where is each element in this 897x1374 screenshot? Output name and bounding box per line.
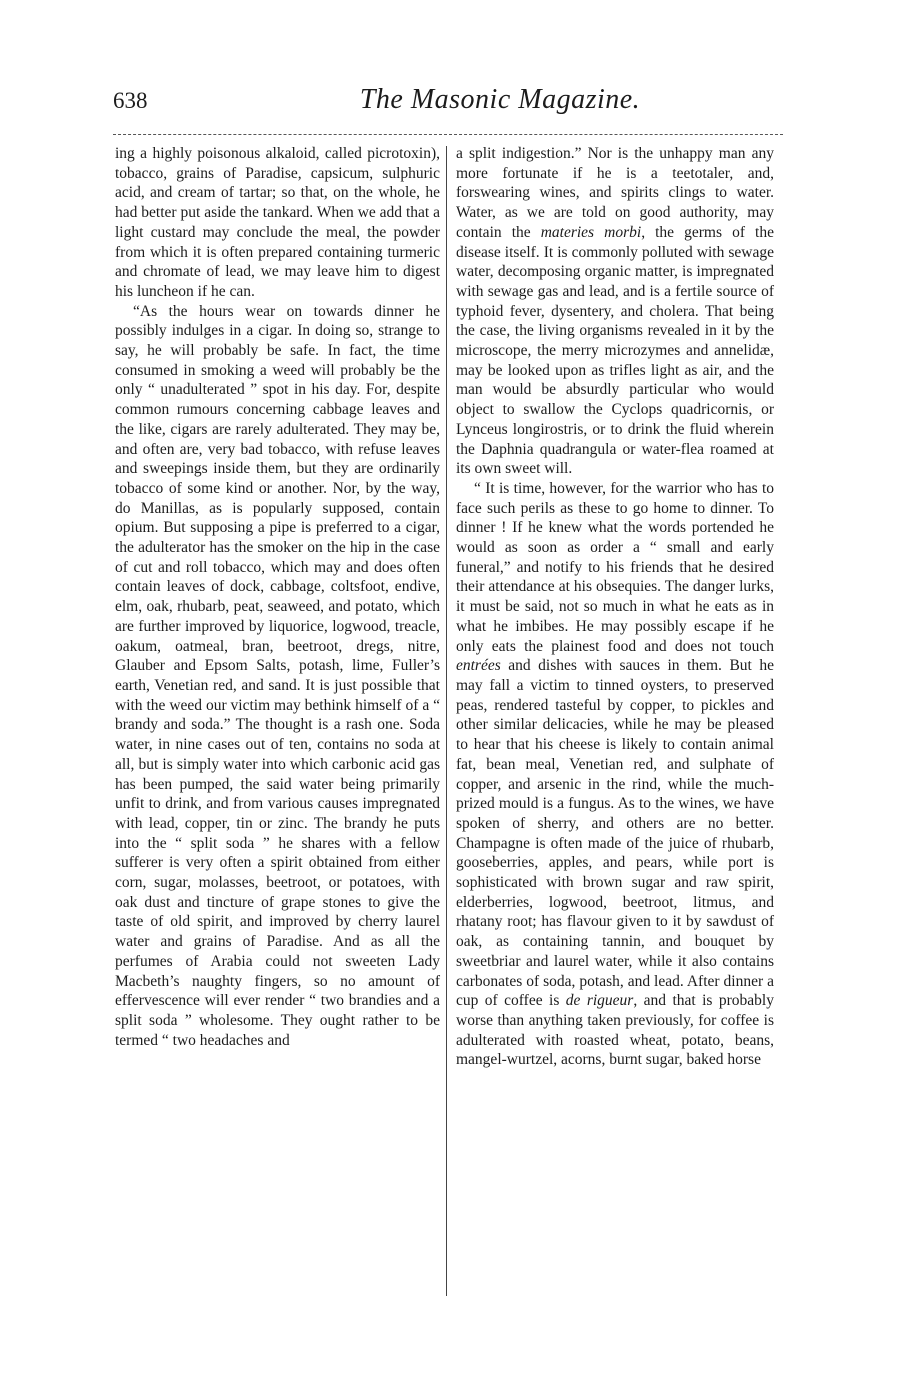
paragraph [115,302,440,1051]
italic-phrase: entrées [456,657,501,675]
page-number: 638 [113,88,148,113]
header-rule [113,134,783,135]
paragraph [115,144,440,302]
left-column [115,144,440,1050]
paragraph [456,144,774,479]
text-run: , and that is probably worse than anything taken previously, for coffee is adulterated with roasted wheat, potato, beans, mangel-wurtzel, acorns, burnt sugar, baked horse [456,992,774,1069]
text-run: a split indigestion.” Nor is the unhappy man any more fortunate if he is a teetotaler, and, forswearing wines, and spirits clings to water. Water, as we are told on good authority, may contain the [456,145,774,241]
italic-phrase: de rigueur [565,992,634,1010]
text-run: and dishes with sauces in them. But he may fall a victim to tinned oysters, to preserved peas, rendered tasteful by copper, to pickles and other similar delicacies, while he may be pleased to hear that his cheese is likely to contain animal fat, bean meal, Venetian red, and sulphate of copper, and arsenic in the rind, while the much-prized mould is a fungus. As to the wines, we have spoken of sherry, and others are no better. Champagne is often made of the juice of rhubarb, gooseberries, apples, and pears, while port is sophisticated with brown sugar and raw spirit, elderberries, logwood, beetroot, litmus, and rhatany root; has flavour given to it by sawdust of oak, as containing tannin, and bouquet by sweetbriar and laurel water, while it also contains carbonates of soda, potash, and lead. After dinner a cup of coffee is [456,657,774,1010]
text-run: ing a highly poisonous alkaloid, called picrotoxin), tobacco, grains of Paradise, capsicum, sulphuric acid, and cream of tartar; so that, on the whole, he had better put aside the tankard. When we add that a light custard may conclude the meal, the powder from which it is often prepared containing turmeric and chromate of lead, we may leave him to digest his luncheon if he can. [115,145,440,300]
text-run: “As the hours wear on towards dinner he possibly indulges in a cigar. In doing so, strange to say, he will probably be safe. In fact, the time consumed in smoking a weed will probably be the only “ unadulterated ” spot in his day. For, despite common rumours concerning cabbage leaves and the like, cigars are rarely adulterated. They may be, and often are, very bad tobacco, with refuse leaves and sweepings inside them, but they are ordinarily tobacco of some kind or another. Nor, by the way, do Manillas, as is popularly supposed, contain opium. But supposing a pipe is preferred to a cigar, the adulterator has the smoker on the hip in the case of cut and roll tobacco, which may and does often contain leaves of dock, cabbage, coltsfoot, endive, elm, oak, rhubarb, peat, seaweed, and potato, which are further improved by liquorice, logwood, treacle, oakum, oatmeal, bran, beetroot, dregs, nitre, Glauber and Epsom Salts, potash, lime, Fuller’s earth, Venetian red, and sand. It is just possible that with the weed our victim may bethink himself of a “ brandy and soda.” The thought is a rash one. Soda water, in nine cases out of ten, contains no soda at all, but is simply water into which carbonic acid gas has been pumped, the said water being primarily unfit to drink, and from various causes impregnated with lead, copper, tin or zinc. The brandy he puts into the “ split soda ” he shares with a fellow sufferer is very often a spirit obtained from either corn, sugar, molasses, beetroot, or potatoes, with oak dust and tincture of grape stones to give the taste of old spirit, and improved by cherry laurel water and grains of Paradise. And as all the perfumes of Arabia could not sweeten Lady Macbeth’s naughty fingers, so no amount of effervescence will ever render “ two brandies and a split soda ” wholesome. They ought rather to be termed “ two headaches and [115,302,440,1049]
text-run: “ It is time, however, for the warrior who has to face such perils as these to go home to dinner. To dinner ! If he knew what the words portended he would as soon as order a “ small and early funeral,” and notify to his friends that he desired their attendance at his obsequies. The danger lurks, it must be said, not so much in what he eats as in what he imbibes. He may possibly escape if he only eats the plainest food and does not touch [456,479,774,655]
paragraph [456,479,774,1070]
right-column [456,144,774,1070]
text-run: , the germs of the disease itself. It is commonly polluted with sewage water, decomposing organic matter, is impregnated with sewage gas and lead, and is a fertile source of typhoid fever, dysentery, and cholera. That being the case, the living organisms revealed in it by the microscope, the merry microzymes and annelidæ, may be looked upon as trifles light as air, and the man would be absurdly particular who would object to swallow the Cyclops quadricornis, or Lynceus longirostris, or to drink the fluid wherein the Daphnia quadrangula or water-flea roamed at its own sweet will. [456,223,774,478]
column-divider [446,146,447,1296]
italic-phrase: materies morbi [540,223,642,241]
running-title: The Masonic Magazine. [359,84,641,115]
